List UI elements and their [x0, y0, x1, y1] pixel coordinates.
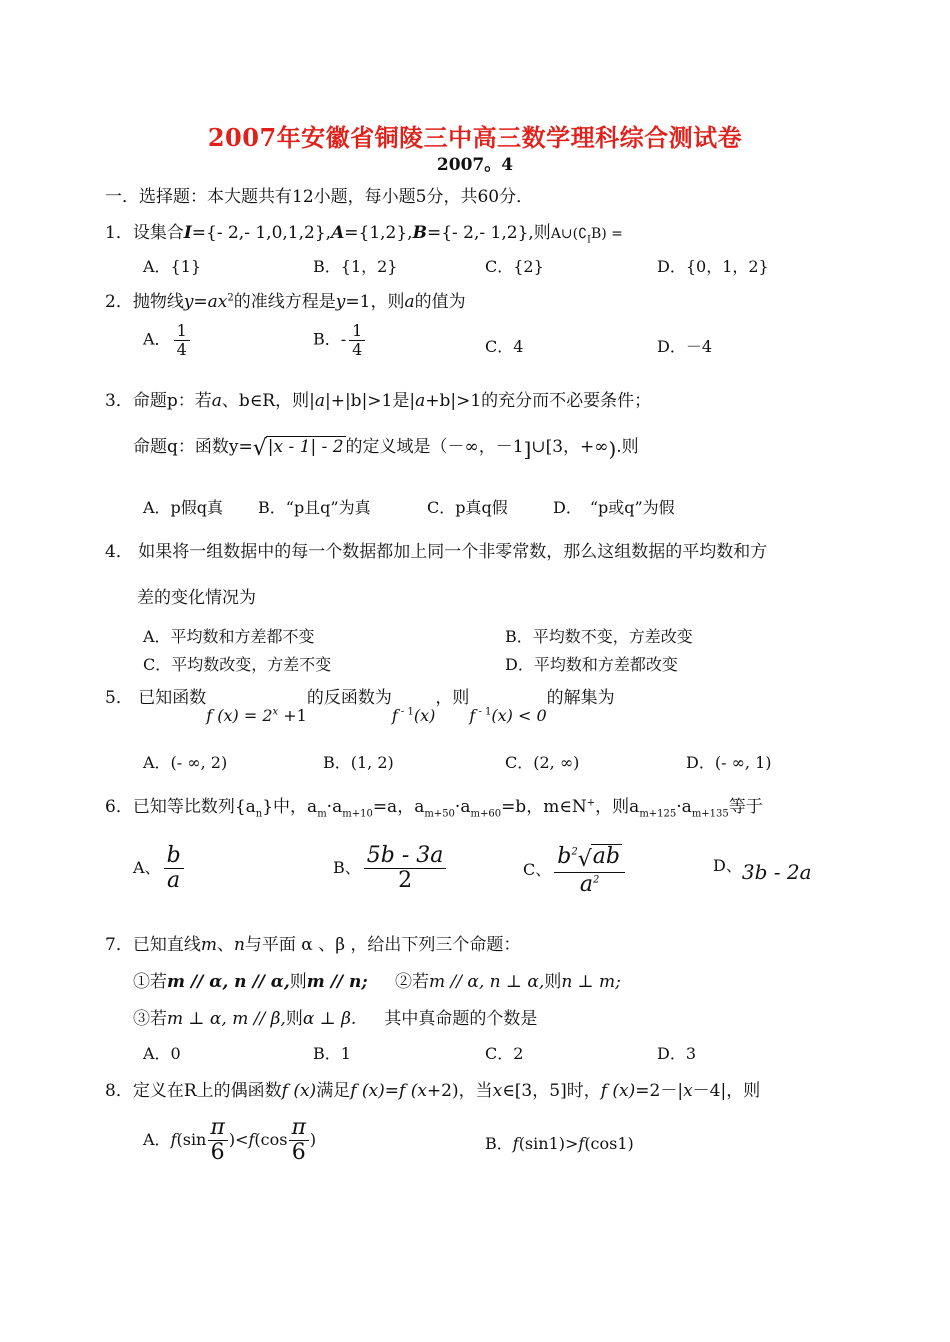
- q8-b-cos: (cos1): [584, 1134, 634, 1153]
- q7-proposition-3: [133, 1004, 537, 1029]
- q6-sub: m: [317, 808, 327, 820]
- q8-a-close: ): [309, 1130, 317, 1150]
- q6-text: 6．已知等比数列{a: [105, 797, 256, 817]
- section-heading: 一．选择题：本大题共有12小题，每小题5分，共60分．: [105, 187, 534, 207]
- question-6-stem: [105, 792, 763, 819]
- q4-option-c: C．平均数改变，方差不变: [143, 655, 332, 674]
- q3-option-d: D． “p或q”为假: [553, 498, 675, 517]
- q1-option-d: D．{0，1，2}: [657, 257, 769, 276]
- q7-text-b: 、: [216, 935, 234, 955]
- q2-option-b: [313, 322, 368, 358]
- q5-inv-f: f: [391, 706, 398, 725]
- q7-question: 其中真命题的个数是: [384, 1009, 538, 1029]
- q5-text-c: ，则: [435, 688, 470, 708]
- q4-option-d: D．平均数和方差都改变: [505, 655, 678, 674]
- q8-a-f: f: [170, 1130, 177, 1150]
- q3-text-then: .则: [616, 437, 639, 457]
- fraction-denominator: a: [167, 868, 181, 894]
- q8-eq: =: [384, 1081, 399, 1101]
- q7-proposition-2: [395, 967, 621, 992]
- q7-p1-then: 则: [289, 972, 307, 992]
- q2-text-b: 的准线方程是: [233, 292, 336, 312]
- question-4-stem-1: 4． 如果将一组数据中的每一个数据都加上同一个非零常数，那么这组数据的平均数和方: [105, 542, 768, 562]
- fraction-numerator: 1: [174, 322, 190, 341]
- q4-option-a: A．平均数和方差都不变: [143, 627, 315, 646]
- q3-option-c: C．p真q假: [427, 498, 508, 517]
- q3-var-a3: a: [415, 391, 426, 411]
- q8-b-f2: f: [578, 1134, 585, 1153]
- question-2-stem: [105, 287, 466, 312]
- q2-option-b-fraction: [349, 322, 365, 358]
- q1-set-i-values: ={- 2,- 1,0,1,2},: [191, 223, 332, 243]
- q6-option-a-label: A、: [133, 858, 161, 878]
- q6-option-d-value: 3b - 2a: [741, 860, 812, 884]
- q7-option-c: C．2: [485, 1044, 524, 1063]
- q6-text: ·a: [326, 797, 343, 817]
- question-8-stem: [105, 1076, 760, 1101]
- q8-a-cos: (cos: [254, 1130, 288, 1150]
- q8-fx4: f (x): [600, 1081, 636, 1101]
- q5-ineq-tail: (x) < 0: [491, 706, 547, 725]
- q3-paren: ): [608, 437, 617, 461]
- q2-option-d: D．－4: [657, 337, 713, 356]
- q6-sub: m+10: [342, 808, 373, 820]
- q6-option-b-fraction: [364, 844, 447, 893]
- q3-var-a2: a: [314, 391, 325, 411]
- q6-text: ·a: [676, 797, 692, 817]
- question-4-stem-2: 差的变化情况为: [137, 588, 256, 608]
- fraction-numerator: π: [291, 1115, 306, 1140]
- q5-option-c: C．(2, ∞): [505, 753, 580, 772]
- q8-fx3: f (x: [399, 1081, 427, 1101]
- q2-exponent: 2: [227, 292, 234, 304]
- q8-option-a-label: A．: [143, 1130, 171, 1150]
- q3-radicand: |x - 1| - 2: [267, 437, 344, 457]
- q6-c-b: b: [557, 844, 572, 869]
- q6-c-exp: 2: [571, 846, 578, 858]
- q5-func-expr: f (x) = 2: [206, 706, 273, 725]
- q3-text: 3．命题p：若: [105, 391, 212, 411]
- q5-func-exp: x: [272, 706, 279, 718]
- q2-text: 2．抛物线: [105, 292, 184, 312]
- q3-bracket: ]: [523, 437, 532, 461]
- q3-q-text: 命题q：函数y=: [133, 437, 253, 457]
- q6-text: ，则a: [595, 797, 640, 817]
- q1-set-b: B: [412, 223, 427, 243]
- q6-c-den: a: [579, 872, 593, 898]
- q8-option-a-fraction-1: [207, 1116, 227, 1165]
- q3-text-d: +b|>1的充分而不必要条件；: [425, 391, 652, 411]
- q6-option-d-label: D、: [713, 856, 742, 875]
- q5-text-b: 的反函数为: [306, 688, 392, 708]
- q6-text: ·a: [454, 797, 471, 817]
- q7-var-m: m: [200, 935, 217, 955]
- q8-text-c: +2)，当: [426, 1081, 493, 1101]
- fraction-denominator: 4: [352, 339, 363, 359]
- fraction-numerator: b: [164, 844, 184, 869]
- q7-p1-conclusion: m // n;: [306, 972, 368, 992]
- q1-option-b: B．{1，2}: [313, 257, 398, 276]
- q3-domain-text: 的定义域是（－∞，－1: [345, 437, 524, 457]
- q1-expr-tail: B) =: [590, 226, 623, 242]
- q3-var-a: a: [211, 391, 222, 411]
- q6-text: =a，a: [372, 797, 425, 817]
- q8-b-f: f: [512, 1134, 519, 1153]
- q5-inverse: [392, 706, 436, 725]
- fraction-numerator: π: [210, 1115, 225, 1140]
- q8-fx2: f (x): [350, 1081, 385, 1101]
- fraction-denominator: 6: [289, 1140, 309, 1165]
- q6-text: }中，a: [262, 797, 318, 817]
- q8-text-d: ∈[3，5]时，: [502, 1081, 601, 1101]
- q6-sub: m+50: [424, 808, 455, 820]
- q5-option-b: B．(1, 2): [323, 753, 394, 772]
- q7-p3-conclusion: α ⊥ β.: [302, 1009, 357, 1029]
- q6-option-a-fraction: [164, 844, 184, 893]
- q6-c-radicand: ab: [592, 844, 620, 869]
- q8-fx: f (x): [281, 1081, 317, 1101]
- q8-text-f: －4|，则: [692, 1081, 761, 1101]
- q2-option-b-label: B．-: [313, 329, 347, 349]
- fraction-denominator: 2: [398, 868, 413, 894]
- sqrt-icon: √: [577, 847, 592, 872]
- q5-inv-tail: (x): [413, 706, 436, 725]
- q6-text: =b，m∈N: [501, 797, 587, 817]
- q2-var-a: a: [404, 292, 415, 312]
- q8-option-b-label: B．: [485, 1134, 513, 1153]
- sqrt-icon: √: [252, 436, 267, 461]
- q6-sub: n: [255, 808, 263, 820]
- q1-expr: A∪(∁: [550, 226, 588, 242]
- q1-set-a: A: [331, 223, 345, 243]
- q1-option-a: A．{1}: [143, 257, 202, 276]
- q7-var-n: n: [233, 935, 245, 955]
- q8-text: 8．定义在R上的偶函数: [105, 1081, 282, 1101]
- q7-proposition-1: [133, 967, 368, 992]
- q3-option-a: A．p假q真: [143, 498, 224, 517]
- q3-domain-text-b: ∪[3，+∞: [531, 437, 609, 457]
- question-3-stem-1: [105, 386, 651, 411]
- q5-option-d: D．(- ∞, 1): [686, 753, 772, 772]
- q5-function: [206, 706, 307, 725]
- q6-option-c-fraction: [554, 844, 625, 897]
- q6-option-c-label: C、: [523, 860, 552, 880]
- q7-option-a: A．0: [143, 1044, 181, 1063]
- fraction-denominator: 4: [176, 339, 187, 359]
- q6-option-a: [133, 844, 187, 893]
- q7-p3-condition: m ⊥ α, m // β,: [167, 1009, 286, 1029]
- q8-a-f2: f: [248, 1130, 255, 1150]
- q6-option-b-label: B、: [333, 858, 361, 878]
- q1-set-a-values: ={1,2},: [344, 223, 413, 243]
- q3-text-c: |+|b|>1是|: [324, 391, 416, 411]
- question-3-stem-2: [133, 432, 639, 461]
- q2-text-c: =1，则: [345, 292, 405, 312]
- q1-text: 1．设集合: [105, 223, 184, 243]
- q2-text-d: 的值为: [414, 292, 466, 312]
- q6-text: 等于: [728, 797, 763, 817]
- q8-a-sin: (sin: [176, 1130, 207, 1150]
- q8-option-b: [485, 1131, 634, 1154]
- q7-p3-label: ③若: [133, 1009, 167, 1029]
- q6-option-b: [333, 844, 449, 893]
- q6-sub: m+135: [691, 808, 729, 820]
- q7-option-d: D．3: [657, 1044, 697, 1063]
- q5-ineq-f: f: [469, 706, 476, 725]
- q8-text-b: 满足: [316, 1081, 351, 1101]
- q7-option-b: B．1: [313, 1044, 351, 1063]
- q6-option-c: [523, 844, 628, 897]
- fraction-numerator: [554, 844, 625, 873]
- q4-option-b: B．平均数不变，方差改变: [505, 627, 693, 646]
- q6-sup: +: [586, 797, 596, 809]
- q7-p2-label: ②若: [395, 972, 429, 992]
- exam-title: 2007年安徽省铜陵三中高三数学理科综合测试卷: [207, 123, 743, 152]
- q5-text-d: 的解集为: [546, 688, 615, 708]
- q2-option-c: C．4: [485, 337, 524, 356]
- q1-set-b-values: ={- 2,- 1,2},则: [426, 223, 551, 243]
- q7-p1-condition: m // α, n // α,: [167, 972, 290, 992]
- q5-ineq-exp: - 1: [475, 706, 492, 718]
- q8-a-lt: )<: [228, 1130, 249, 1150]
- q2-option-a: [143, 322, 193, 358]
- question-5-stem: [105, 683, 615, 725]
- fraction-numerator: 5b - 3a: [364, 844, 447, 869]
- q6-option-d: [713, 852, 812, 884]
- q7-p2-condition: m // α, n ⊥ α,: [429, 972, 545, 992]
- q8-b-sin: (sin1)>: [518, 1134, 579, 1153]
- fraction-numerator: 1: [349, 322, 365, 341]
- fraction-denominator: [577, 873, 603, 897]
- q1-set-i: I: [183, 223, 192, 243]
- q3-text-b: 、b∈R，则|: [221, 391, 315, 411]
- q7-p3-then: 则: [285, 1009, 303, 1029]
- q1-option-c: C．{2}: [485, 257, 544, 276]
- q6-sub: m+125: [639, 808, 677, 820]
- fraction-denominator: 6: [208, 1140, 228, 1165]
- q2-var-y: y: [335, 292, 346, 312]
- q8-option-a: [143, 1116, 316, 1165]
- exam-date: 2007。4: [436, 155, 514, 175]
- q8-var-x: x: [492, 1081, 503, 1101]
- q5-option-a: A．(- ∞, 2): [143, 753, 228, 772]
- q6-sub: m+60: [470, 808, 502, 820]
- q1-sub: I: [587, 234, 591, 246]
- q5-inv-exp: - 1: [397, 706, 414, 718]
- q2-option-a-label: A．: [143, 329, 171, 349]
- q8-option-a-fraction-2: [288, 1116, 308, 1165]
- q6-c-den-exp: 2: [592, 874, 600, 886]
- question-1-stem: [105, 218, 623, 245]
- question-7-stem: [105, 930, 520, 955]
- q5-func-tail: +1: [278, 706, 307, 725]
- q7-p2-then: 则: [544, 972, 562, 992]
- q5-inequality: [469, 706, 546, 725]
- q7-p2-conclusion: n ⊥ m;: [561, 972, 621, 992]
- q5-text: 5． 已知函数: [105, 688, 207, 708]
- q3-option-b: B．“p且q”为真: [258, 498, 371, 517]
- q8-var-x2: x: [683, 1081, 693, 1101]
- q7-p1-label: ①若: [133, 972, 167, 992]
- q8-text-e: =2－|: [635, 1081, 684, 1101]
- q7-text-c: 与平面 α 、β ，给出下列三个命题：: [244, 935, 521, 955]
- q2-expr: y=ax: [183, 292, 228, 312]
- q2-option-a-fraction: [174, 322, 190, 358]
- q7-text: 7．已知直线: [105, 935, 201, 955]
